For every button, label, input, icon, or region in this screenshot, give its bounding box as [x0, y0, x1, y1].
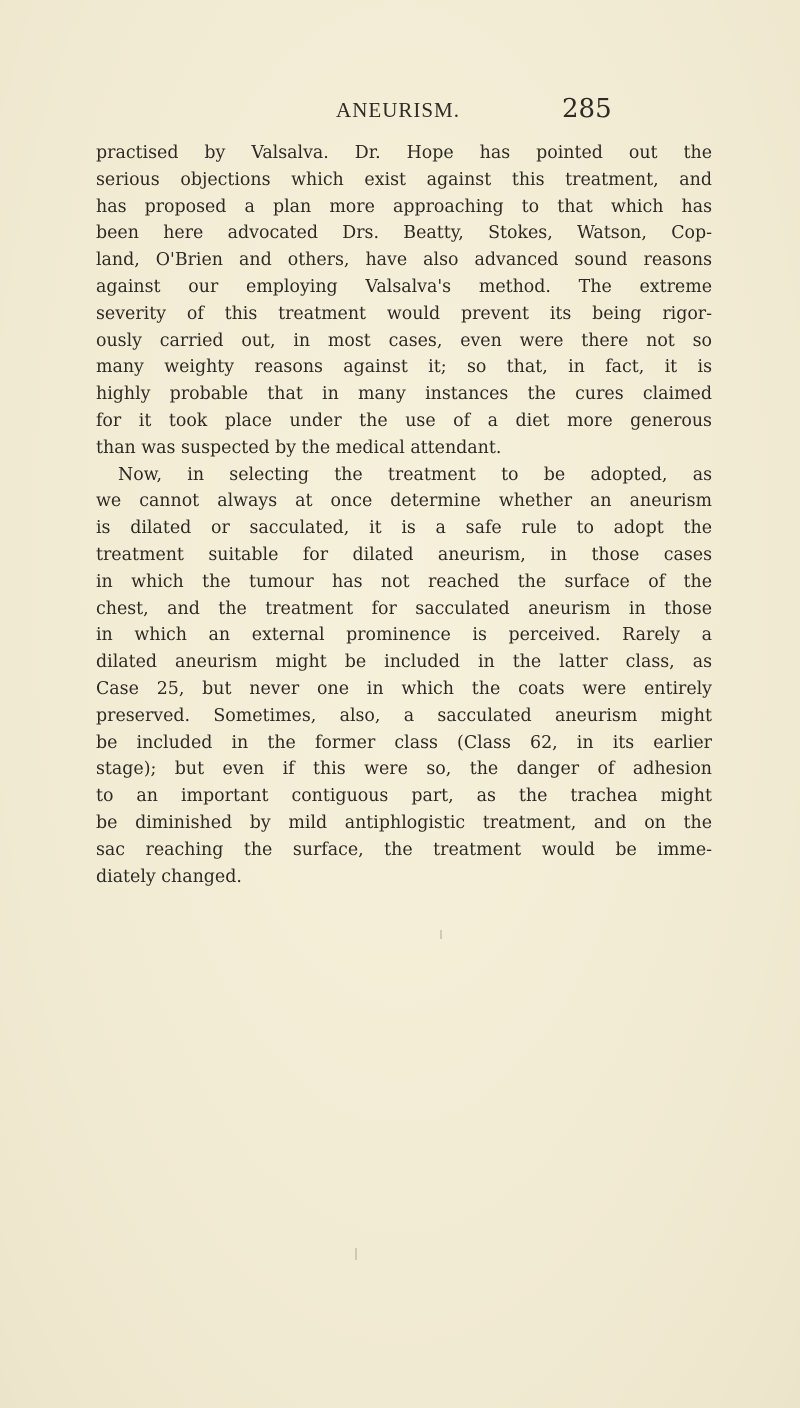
text-line: be diminished by mild antiphlogistic treatment, and on the [96, 812, 712, 833]
body-text [96, 140, 712, 890]
text-line: Case 25, but never one in which the coats were entirely [96, 678, 712, 699]
text-line: in which an external prominence is perceived. Rarely a [96, 625, 712, 646]
text-line: ously carried out, in most cases, even were there not so [96, 330, 712, 351]
text-line: chest, and the treatment for sacculated aneurism in those [96, 598, 712, 619]
text-line: Now, in selecting the treatment to be adopted, as [118, 464, 712, 485]
text-line: has proposed a plan more approaching to that which has [96, 196, 712, 217]
text-line: for it took place under the use of a diet more generous [96, 410, 712, 431]
text-line: practised by Valsalva. Dr. Hope has pointed out the [96, 143, 712, 163]
text-line: serious objections which exist against this treatment, and [96, 169, 712, 190]
text-line: many weighty reasons against it; so that, in fact, it is [96, 357, 712, 378]
text-line: to an important contiguous part, as the trachea might [96, 786, 712, 807]
paper-speck [440, 930, 442, 939]
text-line: treatment suitable for dilated aneurism, in those cases [96, 544, 712, 565]
text-line: severity of this treatment would prevent its being rigor- [96, 303, 712, 324]
text-line: against our employing Valsalva's method. The extreme [96, 276, 712, 297]
text-line: land, O'Brien and others, have also advanced sound reasons [96, 250, 712, 271]
paragraph-2 [96, 462, 712, 891]
paragraph-1 [96, 140, 712, 462]
text-line: than was suspected by the medical attendant. [96, 437, 502, 458]
text-line: highly probable that in many instances the cures claimed [96, 384, 712, 405]
running-head: ANEURISM. [336, 98, 460, 122]
text-line: we cannot always at once determine whether an aneurism [96, 491, 712, 512]
text-line: is dilated or sacculated, it is a safe rule to adopt the [96, 518, 712, 539]
text-line: sac reaching the surface, the treatment would be imme- [96, 839, 712, 860]
page-number: 285 [562, 94, 612, 124]
text-line: be included in the former class (Class 62, in its earlier [96, 732, 712, 753]
text-line: diately changed. [96, 866, 242, 887]
text-line: preserved. Sometimes, also, a sacculated aneurism might [96, 705, 712, 726]
text-line: been here advocated Drs. Beatty, Stokes, Watson, Cop- [96, 223, 712, 244]
paper-speck [355, 1248, 357, 1260]
text-line: dilated aneurism might be included in the latter class, as [96, 652, 712, 673]
text-line: in which the tumour has not reached the surface of the [96, 571, 712, 592]
text-line: stage); but even if this were so, the danger of adhesion [96, 759, 712, 780]
